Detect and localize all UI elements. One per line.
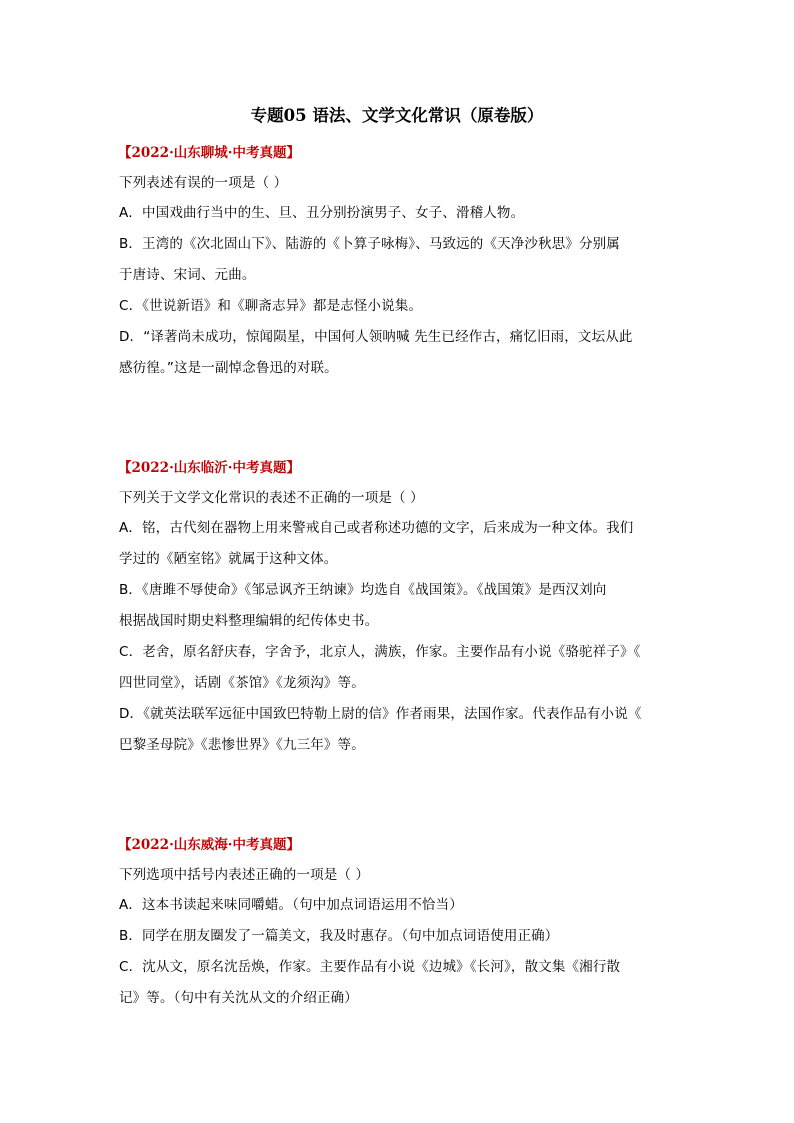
option-line: D．“译著尚未成功，惊闻陨星，中国何人领呐喊 先生已经作古，痛忆旧雨，文坛从此	[119, 329, 633, 345]
option-line: 记》等。（句中有关沈从文的介绍正确）	[119, 990, 358, 1006]
question-stem: 下列选项中括号内表述正确的一项是（ ）	[119, 867, 370, 883]
option-line: A．中国戏曲行当中的生、旦、丑分别扮演男子、女子、滑稽人物。	[119, 205, 525, 221]
option-line: 四世同堂》，话剧《茶馆》《龙须沟》等。	[119, 675, 365, 691]
option-d	[119, 322, 685, 384]
question-section-2	[119, 458, 685, 761]
question-stem: 下列表述有误的一项是（ ）	[119, 175, 288, 191]
question-section-1	[119, 143, 685, 384]
option-c	[119, 291, 685, 322]
option-c	[119, 637, 685, 699]
option-line: 学过的《陋室铭》就属于这种文体。	[119, 551, 338, 567]
option-a	[119, 513, 685, 575]
option-line: C．沈从文，原名沈岳焕，作家。主要作品有小说《边城》《长河》，散文集《湘行散	[119, 959, 621, 975]
option-line: 根据战国时期史料整理编辑的纪传体史书。	[119, 613, 379, 629]
option-c	[119, 952, 685, 1014]
option-b	[119, 921, 685, 952]
option-line: C．《世说新语》和《聊斋志异》都是志怪小说集。	[119, 298, 423, 314]
option-d	[119, 699, 685, 761]
option-a	[119, 198, 685, 229]
question-stem: 下列关于文学文化常识的表述不正确的一项是（ ）	[119, 490, 424, 506]
option-line: A．铭，古代刻在器物上用来警戒自己或者称述功德的文字，后来成为一种文体。我们	[119, 520, 634, 536]
option-line: B．同学在朋友圈发了一篇美文，我及时惠存。（句中加点词语使用正确）	[119, 928, 559, 944]
option-b	[119, 575, 685, 637]
option-line: 巴黎圣母院》《悲惨世界》《九三年》等。	[119, 737, 365, 753]
question-section-3	[119, 835, 685, 1014]
question-source-tag: 【2022·山东聊城·中考真题】	[118, 145, 300, 161]
option-line: B．《唐雎不辱使命》《邹忌讽齐王纳谏》均选自《战国策》。《战国策》是西汉刘向	[119, 582, 607, 598]
option-line: C．老舍，原名舒庆春，字舍予，北京人，满族，作家。主要作品有小说《骆驼祥子》《	[119, 644, 641, 660]
option-b	[119, 229, 685, 291]
option-line: 于唐诗、宋词、元曲。	[119, 267, 256, 283]
option-line: D．《就英法联军远征中国致巴特勒上尉的信》作者雨果，法国作家。代表作品有小说《	[119, 706, 642, 722]
question-source-tag: 【2022·山东临沂·中考真题】	[118, 460, 300, 476]
option-line: B．王湾的《次北固山下》、陆游的《卜算子咏梅》、马致远的《天净沙秋思》分别属	[119, 236, 620, 252]
option-line: 感彷徨。”这是一副悼念鲁迅的对联。	[119, 360, 338, 376]
option-line: A．这本书读起来味同嚼蜡。（句中加点词语运用不恰当）	[119, 897, 463, 913]
option-a	[119, 890, 685, 921]
question-source-tag: 【2022·山东威海·中考真题】	[118, 837, 300, 853]
document-title: 专题05 语法、文学文化常识（原卷版）	[250, 106, 544, 125]
